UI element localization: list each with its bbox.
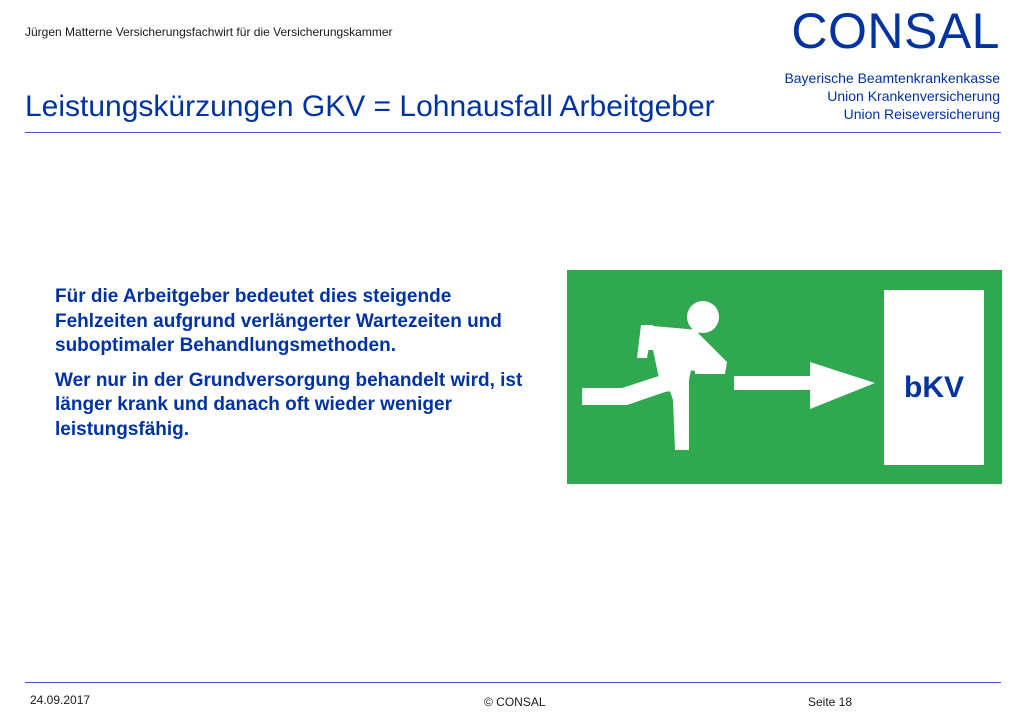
footer-page-number: Seite 18 — [808, 695, 853, 709]
footer-date: 24.09.2017 — [30, 693, 91, 707]
header-divider — [25, 132, 1001, 133]
slide-title: Leistungskürzungen GKV = Lohnausfall Arbeitgeber — [25, 90, 715, 123]
emergency-exit-sign — [567, 270, 1002, 484]
body-paragraph: Für die Arbeitgeber bedeutet dies steigende Fehlzeiten aufgrund verlängerter Wartezeiten und suboptimaler Behandlungsmethoden. — [55, 286, 502, 356]
brand-logo-text: CONSAL — [791, 3, 1000, 59]
door-label: bKV — [904, 371, 964, 404]
insurer-name: Union Reiseversicherung — [843, 106, 1000, 122]
footer-copyright: © CONSAL — [484, 695, 546, 709]
slide-body — [55, 285, 545, 452]
footer-divider — [25, 682, 1001, 683]
insurer-list — [784, 69, 1000, 123]
insurer-name: Union Krankenversicherung — [827, 88, 1000, 104]
insurer-name: Bayerische Beamtenkrankenkasse — [784, 70, 1000, 86]
body-paragraph: Wer nur in der Grundversorgung behandelt wird, ist länger krank und danach oft wieder weniger leistungsfähig. — [55, 369, 523, 440]
author-line: Jürgen Matterne Versicherungsfachwirt für die Versicherungskammer — [25, 25, 393, 39]
